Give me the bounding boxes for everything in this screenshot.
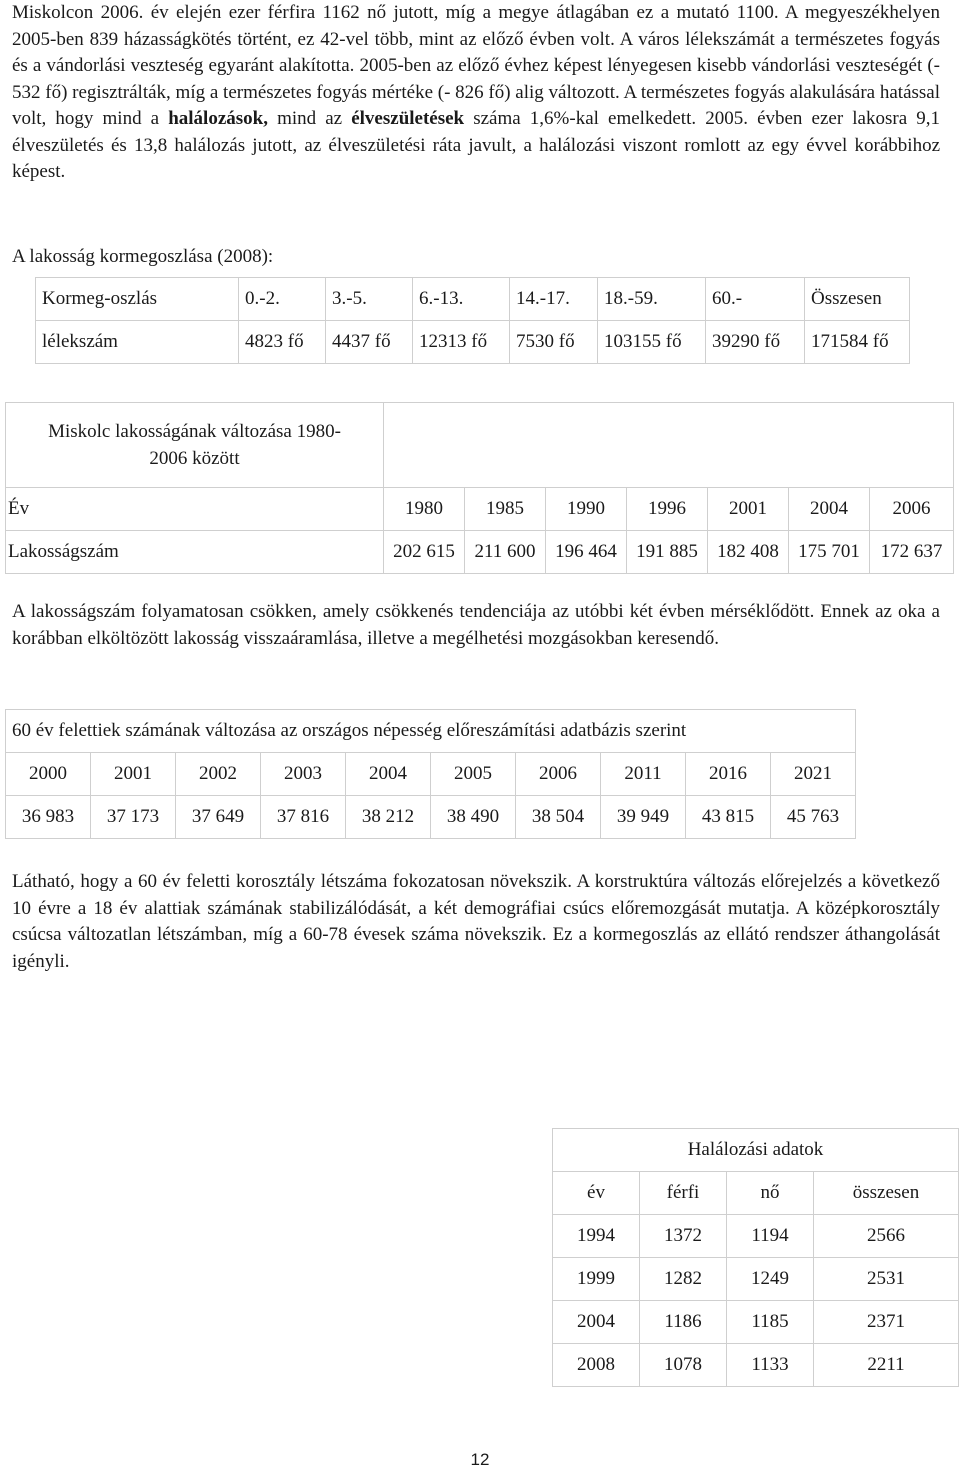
year-cell: 2004	[789, 488, 870, 531]
empty-cell	[384, 403, 954, 488]
age-header-cell: 0.-2.	[239, 278, 326, 321]
value-cell: 38 504	[516, 796, 601, 839]
count-cell: 211 600	[465, 531, 546, 574]
value-cell: 45 763	[771, 796, 856, 839]
population-table-title-line1: Miskolc lakosságának változása 1980-	[48, 421, 341, 442]
year-cell: 2016	[686, 753, 771, 796]
mortality-header-cell: összesen	[814, 1172, 959, 1215]
intro-bold-elveszuletesek: élveszületések	[351, 108, 465, 129]
age-header-cell: 18.-59.	[598, 278, 706, 321]
mortality-header-cell: év	[553, 1172, 640, 1215]
mortality-cell: 1133	[727, 1344, 814, 1387]
value-cell: 38 490	[431, 796, 516, 839]
table-row	[6, 796, 856, 839]
year-cell: 2021	[771, 753, 856, 796]
age-value-cell: 4823 fő	[239, 321, 326, 364]
value-cell: 43 815	[686, 796, 771, 839]
intro-bold-halalozasok: halálozások,	[168, 108, 268, 129]
year-cell: 2001	[91, 753, 176, 796]
mortality-cell: 1249	[727, 1258, 814, 1301]
year-cell: 1980	[384, 488, 465, 531]
age-value-cell: 171584 fő	[805, 321, 910, 364]
value-cell: 38 212	[346, 796, 431, 839]
year-cell: 1990	[546, 488, 627, 531]
year-cell: 2000	[6, 753, 91, 796]
page-number: 12	[470, 1450, 490, 1469]
count-cell: 175 701	[789, 531, 870, 574]
mortality-table-title: Halálozási adatok	[553, 1129, 959, 1172]
mortality-cell: 1994	[553, 1215, 640, 1258]
mortality-cell: 1999	[553, 1258, 640, 1301]
mortality-cell: 1185	[727, 1301, 814, 1344]
value-cell: 39 949	[601, 796, 686, 839]
age-value-cell: 4437 fő	[326, 321, 413, 364]
intro-text-2: mind az	[267, 108, 352, 129]
age-distribution-table	[35, 277, 910, 364]
intro-text-3: száma 1,6%-kal emelkedett. 2005. évben ezer lakosra 9,1 élveszületés és 13,8 halálozás jutott, az élveszületési ráta javult, a halálozási viszont romlott az egy évvel korábbihoz képest.	[12, 108, 940, 182]
mortality-table	[552, 1128, 959, 1387]
year-cell: 2006	[870, 488, 954, 531]
year-cell: 2011	[601, 753, 686, 796]
count-cell: 191 885	[627, 531, 708, 574]
mortality-cell: 1078	[640, 1344, 727, 1387]
age-header-cell: 6.-13.	[413, 278, 510, 321]
mortality-cell: 2566	[814, 1215, 959, 1258]
over-sixty-table	[5, 709, 856, 839]
population-table-title-line2: 2006 között	[149, 448, 240, 469]
table-row	[36, 278, 910, 321]
year-cell: 2002	[176, 753, 261, 796]
table-row	[553, 1301, 959, 1344]
population-table-title	[6, 403, 384, 488]
population-trend-paragraph: A lakosságszám folyamatosan csökken, amely csökkenés tendenciája az utóbbi két évben mérséklődött. Ennek az oka a korábban elköltözött lakosság visszaáramlása, illetve a megélhetési mozgásokban keresendő.	[12, 601, 940, 649]
intro-paragraph	[12, 0, 940, 186]
year-label-cell: Év	[6, 488, 384, 531]
age-value-cell: 103155 fő	[598, 321, 706, 364]
table-row	[36, 321, 910, 364]
mortality-cell: 2008	[553, 1344, 640, 1387]
mortality-header-cell: nő	[727, 1172, 814, 1215]
count-cell: 202 615	[384, 531, 465, 574]
table-row	[6, 710, 856, 753]
mortality-cell: 1282	[640, 1258, 727, 1301]
mortality-cell: 1194	[727, 1215, 814, 1258]
year-cell: 1985	[465, 488, 546, 531]
age-header-cell: 14.-17.	[510, 278, 598, 321]
age-header-cell: Kormeg-oszlás	[36, 278, 239, 321]
age-header-cell: 3.-5.	[326, 278, 413, 321]
table-row	[553, 1129, 959, 1172]
year-cell: 2004	[346, 753, 431, 796]
age-header-cell: Összesen	[805, 278, 910, 321]
table-row	[553, 1215, 959, 1258]
count-cell: 196 464	[546, 531, 627, 574]
year-cell: 1996	[627, 488, 708, 531]
over-sixty-table-title: 60 év felettiek számának változása az országos népesség előreszámítási adatbázis szerint	[6, 710, 856, 753]
year-cell: 2006	[516, 753, 601, 796]
table-row	[553, 1258, 959, 1301]
age-value-cell: 39290 fő	[706, 321, 805, 364]
table-row	[6, 753, 856, 796]
age-table-caption: A lakosság kormegoszlása (2008):	[12, 246, 274, 267]
count-cell: 182 408	[708, 531, 789, 574]
value-cell: 37 816	[261, 796, 346, 839]
count-cell: 172 637	[870, 531, 954, 574]
table-row	[553, 1172, 959, 1215]
mortality-cell: 1186	[640, 1301, 727, 1344]
value-cell: 37 649	[176, 796, 261, 839]
table-row	[6, 488, 954, 531]
year-cell: 2003	[261, 753, 346, 796]
age-value-cell: 7530 fő	[510, 321, 598, 364]
year-cell: 2005	[431, 753, 516, 796]
age-structure-paragraph: Látható, hogy a 60 év feletti korosztály létszáma fokozatosan növekszik. A korstruktúra változás előrejelzés a következő 10 évre a 18 év alattiak számának stabilizálódását, a két demográfiai csúcs előremozgását mutatja. A középkorosztály csúcsa változatlan létszámban, míg a 60-78 évesek száma növekszik. Ez a kormegoszlás az ellátó rendszer áthangolását igényli.	[12, 871, 940, 972]
age-header-cell: 60.-	[706, 278, 805, 321]
population-change-table	[5, 402, 954, 574]
mortality-cell: 2211	[814, 1344, 959, 1387]
mortality-cell: 2004	[553, 1301, 640, 1344]
table-row	[6, 403, 954, 488]
mortality-cell: 2531	[814, 1258, 959, 1301]
value-cell: 36 983	[6, 796, 91, 839]
table-row	[553, 1344, 959, 1387]
age-value-cell: lélekszám	[36, 321, 239, 364]
mortality-cell: 1372	[640, 1215, 727, 1258]
table-row	[6, 531, 954, 574]
age-value-cell: 12313 fő	[413, 321, 510, 364]
intro-text-1: Miskolcon 2006. év elején ezer férfira 1162 nő jutott, míg a megye átlagában ez a mutató 1100. A megyeszékhelyen 2005-ben 839 házasságkötés történt, ez 42-vel több, mint az előző évben volt. A város lélekszámát a természetes fogyás és a vándorlási veszteség egyaránt alakította. 2005-ben az előző évhez képest lényegesen kisebb vándorlási veszteségét (- 532 fő) regisztrálták, míg a természetes fogyás mértéke (- 826 fő) alig változott. A természetes fogyás alakulására hatással volt, hogy mind a	[12, 2, 941, 129]
mortality-cell: 2371	[814, 1301, 959, 1344]
mortality-header-cell: férfi	[640, 1172, 727, 1215]
year-cell: 2001	[708, 488, 789, 531]
count-label-cell: Lakosságszám	[6, 531, 384, 574]
value-cell: 37 173	[91, 796, 176, 839]
